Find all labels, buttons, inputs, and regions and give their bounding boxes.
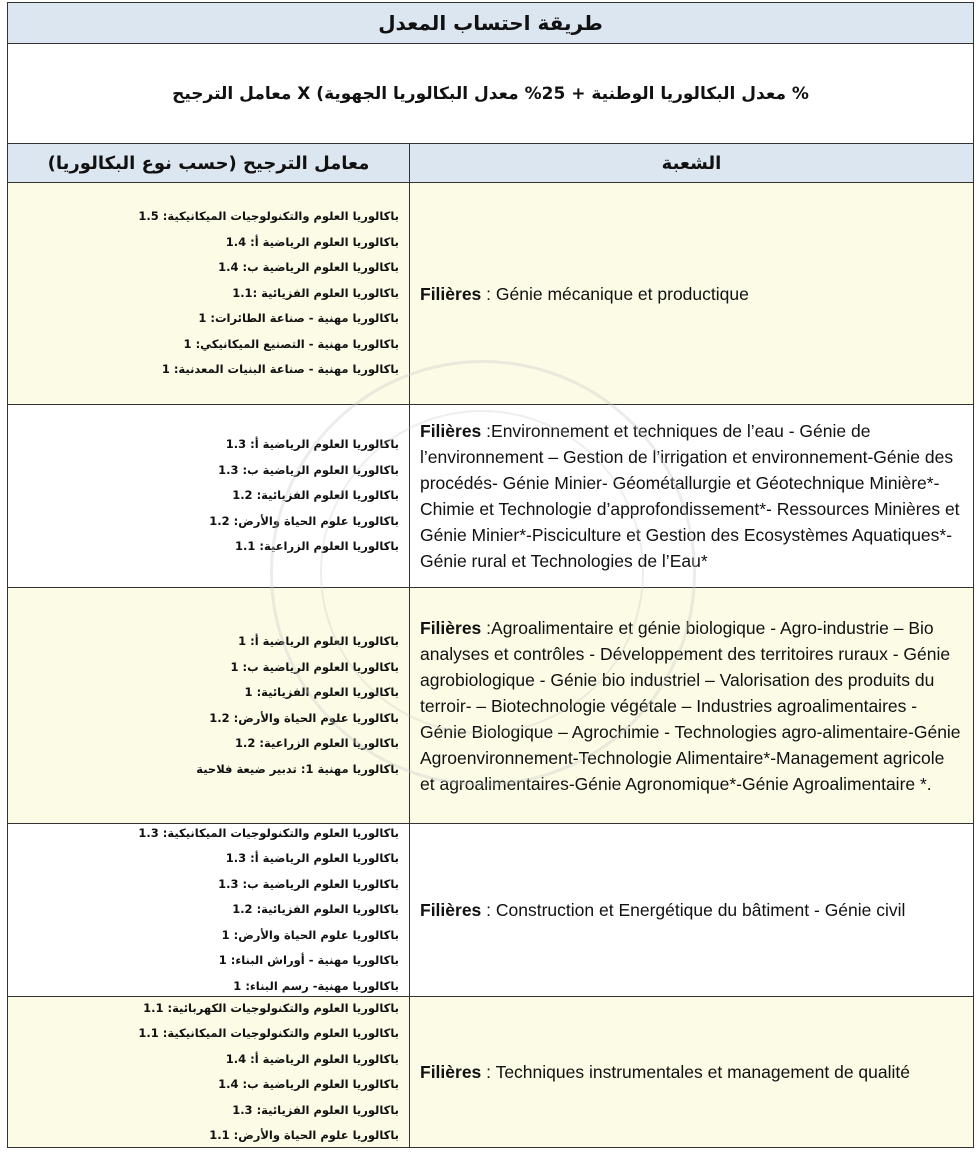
coefficient-item: باكالوريا مهنية - صناعة الطائرات: 1 — [198, 311, 399, 326]
coefficient-item: باكالوريا العلوم الرياضية أ: 1.3 — [225, 437, 399, 452]
coefficient-item: باكالوريا العلوم الرياضية ب: 1 — [230, 659, 399, 674]
coefficient-item: باكالوريا العلوم الرياضية ب: 1.3 — [218, 876, 399, 891]
table-header-row — [8, 144, 973, 183]
table-row — [8, 997, 973, 1147]
filieres-label: Filières — [420, 283, 482, 304]
table-row — [8, 588, 973, 824]
filieres-cell — [410, 405, 973, 587]
header-coefficient: معامل الترجيح (حسب نوع البكالوريا) — [8, 144, 410, 182]
coefficient-item: باكالوريا مهنية- رسم البناء: 1 — [233, 978, 399, 993]
coefficient-item: باكالوريا مهنية - التصنيع الميكانيكي: 1 — [183, 336, 399, 351]
coefficient-item: باكالوريا العلوم الفزيائية :1.1 — [232, 285, 399, 300]
coefficient-item: باكالوريا العلوم الرياضية ب: 1.4 — [218, 1077, 399, 1091]
filieres-text — [420, 615, 963, 797]
coefficient-list — [8, 183, 410, 404]
coefficient-item: باكالوريا علوم الحياة والأرض: 1.2 — [209, 710, 399, 725]
coefficient-table — [7, 2, 974, 1148]
filieres-separator: : — [481, 1062, 496, 1082]
coefficient-item: باكالوريا العلوم والتكنولوجيات الكهربائية: 1.1 — [143, 1000, 399, 1015]
coefficient-item: باكالوريا مهنية - صناعة البنيات المعدنية: 1 — [161, 362, 399, 377]
filieres-cell — [410, 588, 973, 823]
filieres-separator: : — [481, 617, 492, 638]
coefficient-item: باكالوريا العلوم الفزيائية: 1 — [244, 685, 399, 699]
filieres-label: Filières — [420, 1062, 482, 1082]
filieres-cell — [410, 824, 973, 996]
table-title: طريقة احتساب المعدل — [8, 3, 973, 44]
filieres-list: Construction et Energétique du bâtiment - Génie civil — [495, 900, 906, 920]
coefficient-item: باكالوريا العلوم الزراعية: 1.1 — [235, 539, 399, 554]
coefficient-item: باكالوريا العلوم الرياضية أ: 1.3 — [225, 851, 399, 866]
average-formula: % معدل البكالوريا الوطنية + 25% معدل البكالوريا الجهوية) X معامل الترجيح — [8, 44, 973, 144]
filieres-cell — [410, 183, 973, 404]
coefficient-item: باكالوريا العلوم الفزيائية: 1.3 — [232, 1102, 399, 1117]
coefficient-item: باكالوريا العلوم الزراعية: 1.2 — [235, 736, 399, 750]
coefficient-item: باكالوريا العلوم الرياضية ب: 1.3 — [218, 462, 399, 477]
coefficient-item: باكالوريا مهنية 1: تدبير ضيعة فلاحية — [196, 761, 399, 776]
filieres-separator: : — [481, 421, 492, 441]
coefficient-list — [8, 588, 410, 823]
coefficient-item: باكالوريا العلوم والتكنولوجيات الميكانيكية: 1.1 — [138, 1026, 399, 1040]
filieres-label: Filières — [420, 421, 482, 441]
filieres-text — [420, 281, 749, 307]
table-row — [8, 405, 973, 588]
coefficient-item: باكالوريا العلوم والتكنولوجيات الميكانيكية: 1.3 — [138, 825, 399, 840]
coefficient-item: باكالوريا علوم الحياة والأرض: 1 — [221, 927, 399, 942]
coefficient-list — [8, 997, 410, 1147]
coefficient-item: باكالوريا مهنية - أوراش البناء: 1 — [218, 953, 399, 968]
coefficient-list — [8, 405, 410, 587]
filieres-label: Filières — [420, 900, 482, 920]
coefficient-item: باكالوريا علوم الحياة والأرض: 1.2 — [209, 513, 399, 528]
coefficient-item: باكالوريا العلوم الرياضية أ: 1.4 — [225, 1051, 399, 1066]
table-row — [8, 824, 973, 997]
coefficient-item: باكالوريا العلوم الفزيائية: 1.2 — [232, 902, 399, 917]
filieres-list: Agroalimentaire et génie biologique - Agro-industrie – Bio analyses et contrôles - Développement des territoires ruraux - Génie agrobiologique - Génie bio industriel – Valorisation des produits du terroir- – Biotechnologie végétale – Industries agroalimentaires - Génie Biologique – Agrochimie - Technologies agro-alimentaire-Génie Agroenvironnement-Technologie Alimentaire*-Management agricole et agroalimentaires-Génie Agronomique*-Génie Agroalimentaire *. — [420, 617, 961, 794]
header-branch: الشعبة — [661, 152, 722, 174]
filieres-cell — [410, 997, 973, 1147]
coefficient-item: باكالوريا العلوم الفزيائية: 1.2 — [232, 488, 399, 503]
coefficient-item: باكالوريا علوم الحياة والأرض: 1.1 — [209, 1128, 399, 1142]
filieres-list: Techniques instrumentales et management de qualité — [495, 1062, 910, 1082]
filieres-label: Filières — [420, 617, 482, 638]
filieres-text — [420, 897, 905, 923]
filieres-list: Génie mécanique et productique — [495, 283, 749, 304]
table-row — [8, 183, 973, 405]
coefficient-item: باكالوريا العلوم الرياضية أ: 1 — [238, 634, 399, 648]
filieres-separator: : — [481, 283, 496, 304]
filieres-text — [420, 1059, 910, 1085]
filieres-text — [420, 418, 963, 574]
coefficient-item: باكالوريا العلوم الرياضية أ: 1.4 — [225, 234, 399, 249]
coefficient-list — [8, 824, 410, 996]
filieres-list: Environnement et techniques de l’eau - Génie de l’environnement – Gestion de l’irrigation et environnement-Génie des procédés- Génie Minier- Géométallurgie et Géotechnique Minière*- Chimie et Technologie d’approfondissement*- Ressources Minières et Génie Minier*-Pisciculture et Gestion des Ecosystèmes Aquatiques*-Génie rural et Technologies de l’Eau* — [420, 421, 960, 571]
coefficient-item: باكالوريا العلوم والتكنولوجيات الميكانيكية: 1.5 — [138, 209, 399, 224]
coefficient-item: باكالوريا العلوم الرياضية ب: 1.4 — [218, 260, 399, 275]
filieres-separator: : — [481, 900, 496, 920]
